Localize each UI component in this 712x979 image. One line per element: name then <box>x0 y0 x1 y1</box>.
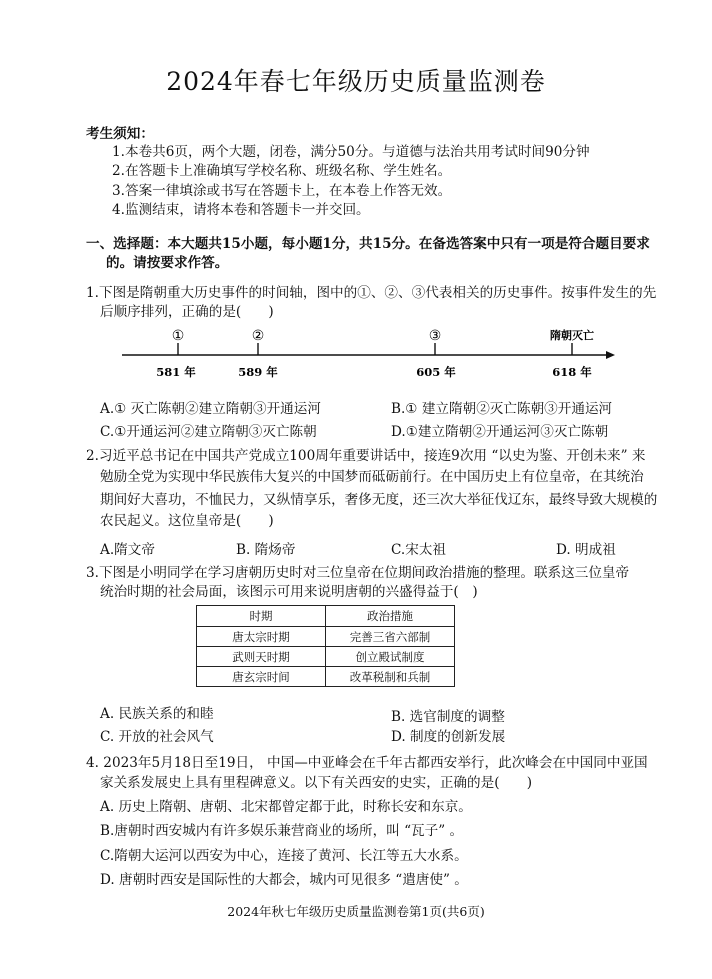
option-b: B. 选官制度的调整 <box>391 709 505 725</box>
option-d: D. 制度的创新发展 <box>391 729 506 745</box>
table-header-row <box>197 606 455 627</box>
table-cell: 完善三省六部制 <box>326 627 455 647</box>
option-b: B.唐朝时西安城内有许多娱乐兼营商业的场所，叫 “瓦子” 。 <box>100 823 464 839</box>
option-b: B. 隋炀帝 <box>236 542 296 558</box>
timeline-year: 581 年 <box>156 365 196 379</box>
table-cell: 创立殿试制度 <box>326 647 455 667</box>
table-cell: 唐玄宗时间 <box>197 667 326 687</box>
option-a: A. 历史上隋朝、唐朝、北宋都曾定都于此，时称长安和东京。 <box>100 799 472 815</box>
option-a: A. 民族关系的和睦 <box>100 706 214 722</box>
notice-item: 1.本卷共6页，两个大题，闭卷，满分50分。与道德与法治共用考试时间90分钟 <box>112 144 590 160</box>
timeline-label: ① <box>171 328 185 344</box>
table-row <box>197 667 455 687</box>
question-1-text: 1.下图是隋朝重大历史事件的时间轴，图中的①、②、③代表相关的历史事件。按事件发生的先 <box>86 285 657 301</box>
notice-item: 3.答案一律填涂或书写在答题卡上，在本卷上作答无效。 <box>112 183 452 199</box>
question-4-text-cont: 家关系发展史上具有里程碑意义。以下有关西安的史实，正确的是( ) <box>100 775 533 791</box>
page-title: 2024年春七年级历史质量监测卷 <box>166 67 546 96</box>
question-3-text-cont: 统治时期的社会局面，该图示可用来说明唐朝的兴盛得益于( ) <box>100 584 478 600</box>
timeline-label: ③ <box>428 328 442 344</box>
timeline-label: 隋朝灭亡 <box>550 329 594 342</box>
notice-item: 2.在答题卡上准确填写学校名称、班级名称、学生姓名。 <box>112 163 452 179</box>
option-c: C. 开放的社会风气 <box>100 729 214 745</box>
option-c: C.宋太祖 <box>391 542 447 558</box>
option-c: C.①开通运河②建立隋朝③灭亡陈朝 <box>100 424 317 440</box>
table-row <box>197 647 455 667</box>
table-header-cell: 政治措施 <box>326 606 455 627</box>
option-d: D.①建立隋朝②开通运河③灭亡陈朝 <box>391 424 609 440</box>
timeline-year: 605 年 <box>416 365 456 379</box>
option-c: C.隋朝大运河以西安为中心，连接了黄河、长江等五大水系。 <box>100 848 468 864</box>
question-2-text-cont: 勉励全党为实现中华民族伟大复兴的中国梦而砥砺前行。在中国历史上有位皇帝，在其统治 <box>100 469 644 485</box>
timeline-year: 618 年 <box>552 365 592 379</box>
question-2-text-cont: 农民起义。这位皇帝是( ) <box>100 513 274 529</box>
option-a: A.① 灭亡陈朝②建立隋朝③开通运河 <box>100 401 321 417</box>
section-heading-cont: 的。请按要求作答。 <box>106 255 229 271</box>
table-header-cell: 时期 <box>197 606 326 627</box>
question-4-text: 4. 2023年5月18日至19日， 中国—中亚峰会在千年古都西安举行，此次峰会在中国同中亚国 <box>86 755 648 771</box>
page-footer: 2024年秋七年级历史质量监测卷第1页(共6页) <box>227 904 485 919</box>
timeline-diagram <box>118 322 618 382</box>
table-cell: 唐太宗时期 <box>197 627 326 647</box>
question-2-text-cont: 期间好大喜功，不恤民力，又纵情享乐，奢侈无度，还三次大举征伐辽东，最终导致大规模的 <box>100 492 658 508</box>
section-heading: 一、选择题：本大题共15小题，每小题1分，共15分。在备选答案中只有一项是符合题目要求 <box>86 236 650 252</box>
timeline-label: ② <box>251 328 265 344</box>
policy-table <box>196 605 455 687</box>
option-a: A.隋文帝 <box>100 542 155 558</box>
question-1-text-cont: 后顺序排列，正确的是( ) <box>100 304 274 320</box>
timeline-arrow <box>606 351 615 359</box>
table-row <box>197 627 455 647</box>
question-2-text: 2.习近平总书记在中国共产党成立100周年重要讲话中，接连9次用 “以史为鉴、开创未来” 来 <box>86 448 646 464</box>
option-d: D. 明成祖 <box>556 542 616 558</box>
timeline-year: 589 年 <box>238 365 278 379</box>
table-cell: 改革税制和兵制 <box>326 667 455 687</box>
option-d: D. 唐朝时西安是国际性的大都会，城内可见很多 “遣唐使” 。 <box>100 872 468 888</box>
notice-item: 4.监测结束，请将本卷和答题卡一并交回。 <box>112 202 370 218</box>
option-b: B.① 建立隋朝②灭亡陈朝③开通运河 <box>391 401 613 417</box>
question-3-text: 3.下图是小明同学在学习唐朝历史时对三位皇帝在位期间政治措施的整理。联系这三位皇帝 <box>86 565 630 581</box>
table-cell: 武则天时期 <box>197 647 326 667</box>
notice-heading: 考生须知： <box>86 126 154 142</box>
